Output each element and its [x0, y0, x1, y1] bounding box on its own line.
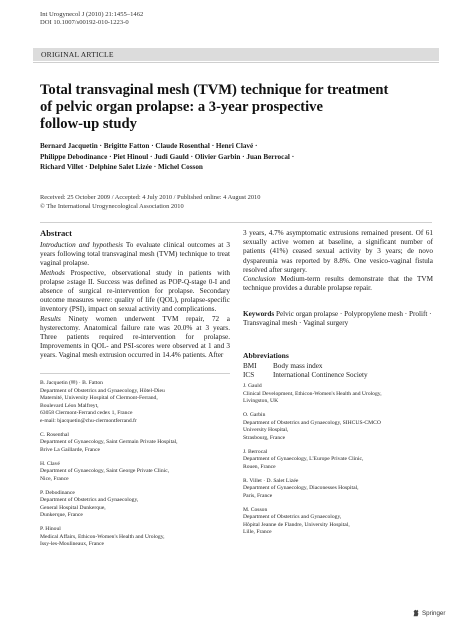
- affiliation-line: Department of Obstetrics and Gynaecology, SIHCUS-CMCO: [243, 419, 381, 426]
- journal-doi: DOI 10.1007/s00192-010-1223-0: [40, 19, 129, 27]
- affiliations-right-column: [243, 383, 438, 543]
- affiliation-line: e-mail: bjacquetin@chu-clermontferrand.fr: [40, 417, 137, 424]
- abstract-heading: Abstract: [40, 228, 72, 238]
- affiliation-divider: [40, 373, 230, 374]
- affiliation-block: [243, 449, 438, 472]
- affiliation-authors: J. Gauld: [243, 383, 262, 389]
- affiliation-line: Department of Obstetrics and Gynaecology, Hôtel-Dieu: [40, 387, 165, 394]
- paper-title: [40, 82, 440, 133]
- affiliation-block: [40, 432, 235, 455]
- abbreviation-value: International Continence Society: [273, 371, 368, 380]
- affiliation-line: Boulevard Léon Malfreyt,: [40, 402, 99, 409]
- abbreviation-value: Body mass index: [273, 362, 323, 370]
- affiliation-authors: J. Berrocal: [243, 448, 268, 455]
- abbreviations-list: [243, 362, 368, 381]
- affiliation-line: Department of Obstetrics and Gynaecology,: [40, 497, 139, 503]
- article-type-band: [33, 48, 439, 61]
- abstract-continued-text: 3 years, 4.7% asymptomatic extrusions remained present. Of 61 sexually active women at baseline, a significant number of patients (41%) ceased sexual activity by 3 years; de novo dyspareunia was reported by 8.8%. One vesico-vaginal fistula resolved after surgery.: [243, 229, 433, 274]
- conclusion-text: Medium-term results demonstrate that the TVM technique provides a durable prolapse repair.: [243, 275, 433, 293]
- affiliation-line: General Hospital Dunkerque,: [40, 504, 106, 511]
- affiliation-line: Department of Obstetrics and Gynaecology,: [243, 514, 342, 520]
- springer-horse-icon: [412, 609, 420, 617]
- abstract-body: [40, 241, 230, 361]
- affiliation-authors: M. Cosson: [243, 506, 268, 513]
- affiliation-authors: H. Clavé: [40, 460, 60, 467]
- abstract-divider: [40, 222, 432, 223]
- journal-citation: Int Urogynecol J (2010) 21:1455–1462: [40, 11, 144, 18]
- affiliation-line: Nice, France: [40, 475, 69, 482]
- affiliation-block: [40, 490, 235, 520]
- author-line: Philippe Debodinance · Piet Hinoul · Judi Gauld · Olivier Garbin · Juan Berrocal ·: [40, 152, 295, 161]
- affiliation-block: [243, 478, 438, 501]
- title-line: Total transvaginal mesh (TVM) technique for treatment: [40, 82, 389, 98]
- affiliation-line: Brive La Gaillarde, France: [40, 446, 100, 453]
- affiliation-line: Lille, France: [243, 529, 272, 535]
- affiliation-block: [243, 412, 438, 442]
- affiliation-line: University Hospital,: [243, 427, 289, 433]
- affiliation-line: Department of Gynaecology, Saint George Private Clinic,: [40, 468, 170, 474]
- intro-text: To evaluate clinical outcomes at 3 years following total transvaginal mesh (TVM) technique to treat vaginal prolapse.: [40, 241, 230, 268]
- abstract-methods: [40, 269, 230, 315]
- publication-history: [40, 194, 260, 211]
- abbreviation-row: [243, 371, 368, 380]
- affiliation-block: [40, 380, 235, 425]
- copyright-notice: © The International Urogynecological Association 2010: [40, 202, 184, 210]
- received-dates: Received: 25 October 2009 / Accepted: 4 July 2010 / Published online: 4 August 2010: [40, 194, 261, 201]
- affiliation-line: Issy-les-Moulineaux, France: [40, 541, 105, 547]
- affiliation-authors: P. Debodinance: [40, 489, 75, 496]
- abbreviation-row: [243, 362, 368, 371]
- affiliation-block: [40, 461, 235, 484]
- title-line: of pelvic organ prolapse: a 3-year prospective: [40, 99, 323, 115]
- affiliation-block: [40, 526, 235, 549]
- affiliation-line: Maternité, University Hospital of Clermont-Ferrand,: [40, 395, 158, 401]
- affiliations-left-column: [40, 380, 235, 555]
- affiliation-line: Department of Gynaecology, L'Europe Private Clinic,: [243, 456, 364, 462]
- article-type-label: ORIGINAL ARTICLE: [41, 50, 114, 59]
- author-list: [40, 141, 440, 173]
- keywords-text: Pelvic organ prolapse · Polypropylene mesh · Prolift · Transvaginal mesh · Vaginal surgery: [243, 310, 432, 328]
- keywords-section: [243, 310, 433, 328]
- affiliation-line: Department of Gynaecology, Saint Germain Private Hospital,: [40, 439, 178, 445]
- intro-label: Introduction and hypothesis: [40, 241, 123, 249]
- affiliation-line: Clinical Development, Ethicon-Women's Health and Urology,: [243, 390, 382, 397]
- abbreviations-heading: Abbreviations: [243, 351, 289, 360]
- journal-header: [40, 11, 143, 28]
- methods-label: Methods: [40, 268, 65, 277]
- affiliation-line: Medical Affairs, Ethicon-Women's Health and Urology,: [40, 533, 165, 540]
- results-text: Ninety women underwent TVM repair, 72 a hysterectomy. Anatomical failure rate was 20.0% at 3 years. Three patients required re-intervention for prolapse. Improvements in QOL- and PSI-scores were observed at 1 and 3 years. Vaginal mesh extrusion occurred in 14.4% patients. After: [40, 314, 230, 360]
- affiliation-block: [243, 507, 438, 537]
- affiliation-authors: O. Garbin: [243, 412, 266, 418]
- affiliation-line: Rouen, France: [243, 463, 276, 470]
- affiliation-authors: P. Hinoul: [40, 526, 61, 532]
- results-label: Results: [40, 314, 61, 323]
- publisher-name: Springer: [422, 609, 446, 617]
- abstract-intro: [40, 241, 230, 269]
- author-line: Richard Villet · Delphine Salet Lizée · Michel Cosson: [40, 163, 203, 172]
- header-divider: [33, 62, 439, 63]
- affiliation-line: Strasbourg, France: [243, 434, 286, 441]
- abbreviation-key: ICS: [243, 371, 255, 380]
- affiliation-authors: C. Rosenthal: [40, 431, 69, 438]
- affiliation-line: Hôpital Jeanne de Flandre, University Hospital,: [243, 521, 350, 528]
- affiliation-authors: B. Jacquetin (✉) · B. Fatton: [40, 380, 103, 386]
- abstract-results: [40, 315, 230, 361]
- methods-text: Prospective, observational study in patients with prolapse ≥stage II. Success was defined as POP-Q-stage 0-I and absence of surgical re-intervention for prolapse. Secondary outcome measures were: quality of life (QOL), prolapse-specific inventory (PSI), impact on sexual activity and complications.: [40, 268, 230, 314]
- author-line: Bernard Jacquetin · Brigitte Fatton · Claude Rosenthal · Henri Clavé ·: [40, 142, 258, 150]
- publisher-mark: [412, 609, 445, 617]
- affiliation-line: 63058 Clermont-Ferrand cedex 1, France: [40, 410, 133, 416]
- title-line: follow-up study: [40, 116, 137, 132]
- affiliation-line: Paris, France: [243, 492, 273, 499]
- affiliation-line: Livingston, UK: [243, 398, 279, 404]
- abstract-continued: [243, 229, 433, 293]
- abstract-conclusion: [243, 275, 433, 293]
- affiliation-authors: R. Villet · D. Salet Lizée: [243, 477, 299, 484]
- affiliation-block: [243, 383, 438, 406]
- affiliation-line: Dunkerque, France: [40, 512, 83, 518]
- conclusion-label: Conclusion: [243, 275, 276, 284]
- keywords-heading: Keywords: [243, 310, 275, 318]
- affiliation-line: Department of Gynaecology, Diaconesses Hospital,: [243, 485, 359, 491]
- abbreviation-key: BMI: [243, 362, 257, 370]
